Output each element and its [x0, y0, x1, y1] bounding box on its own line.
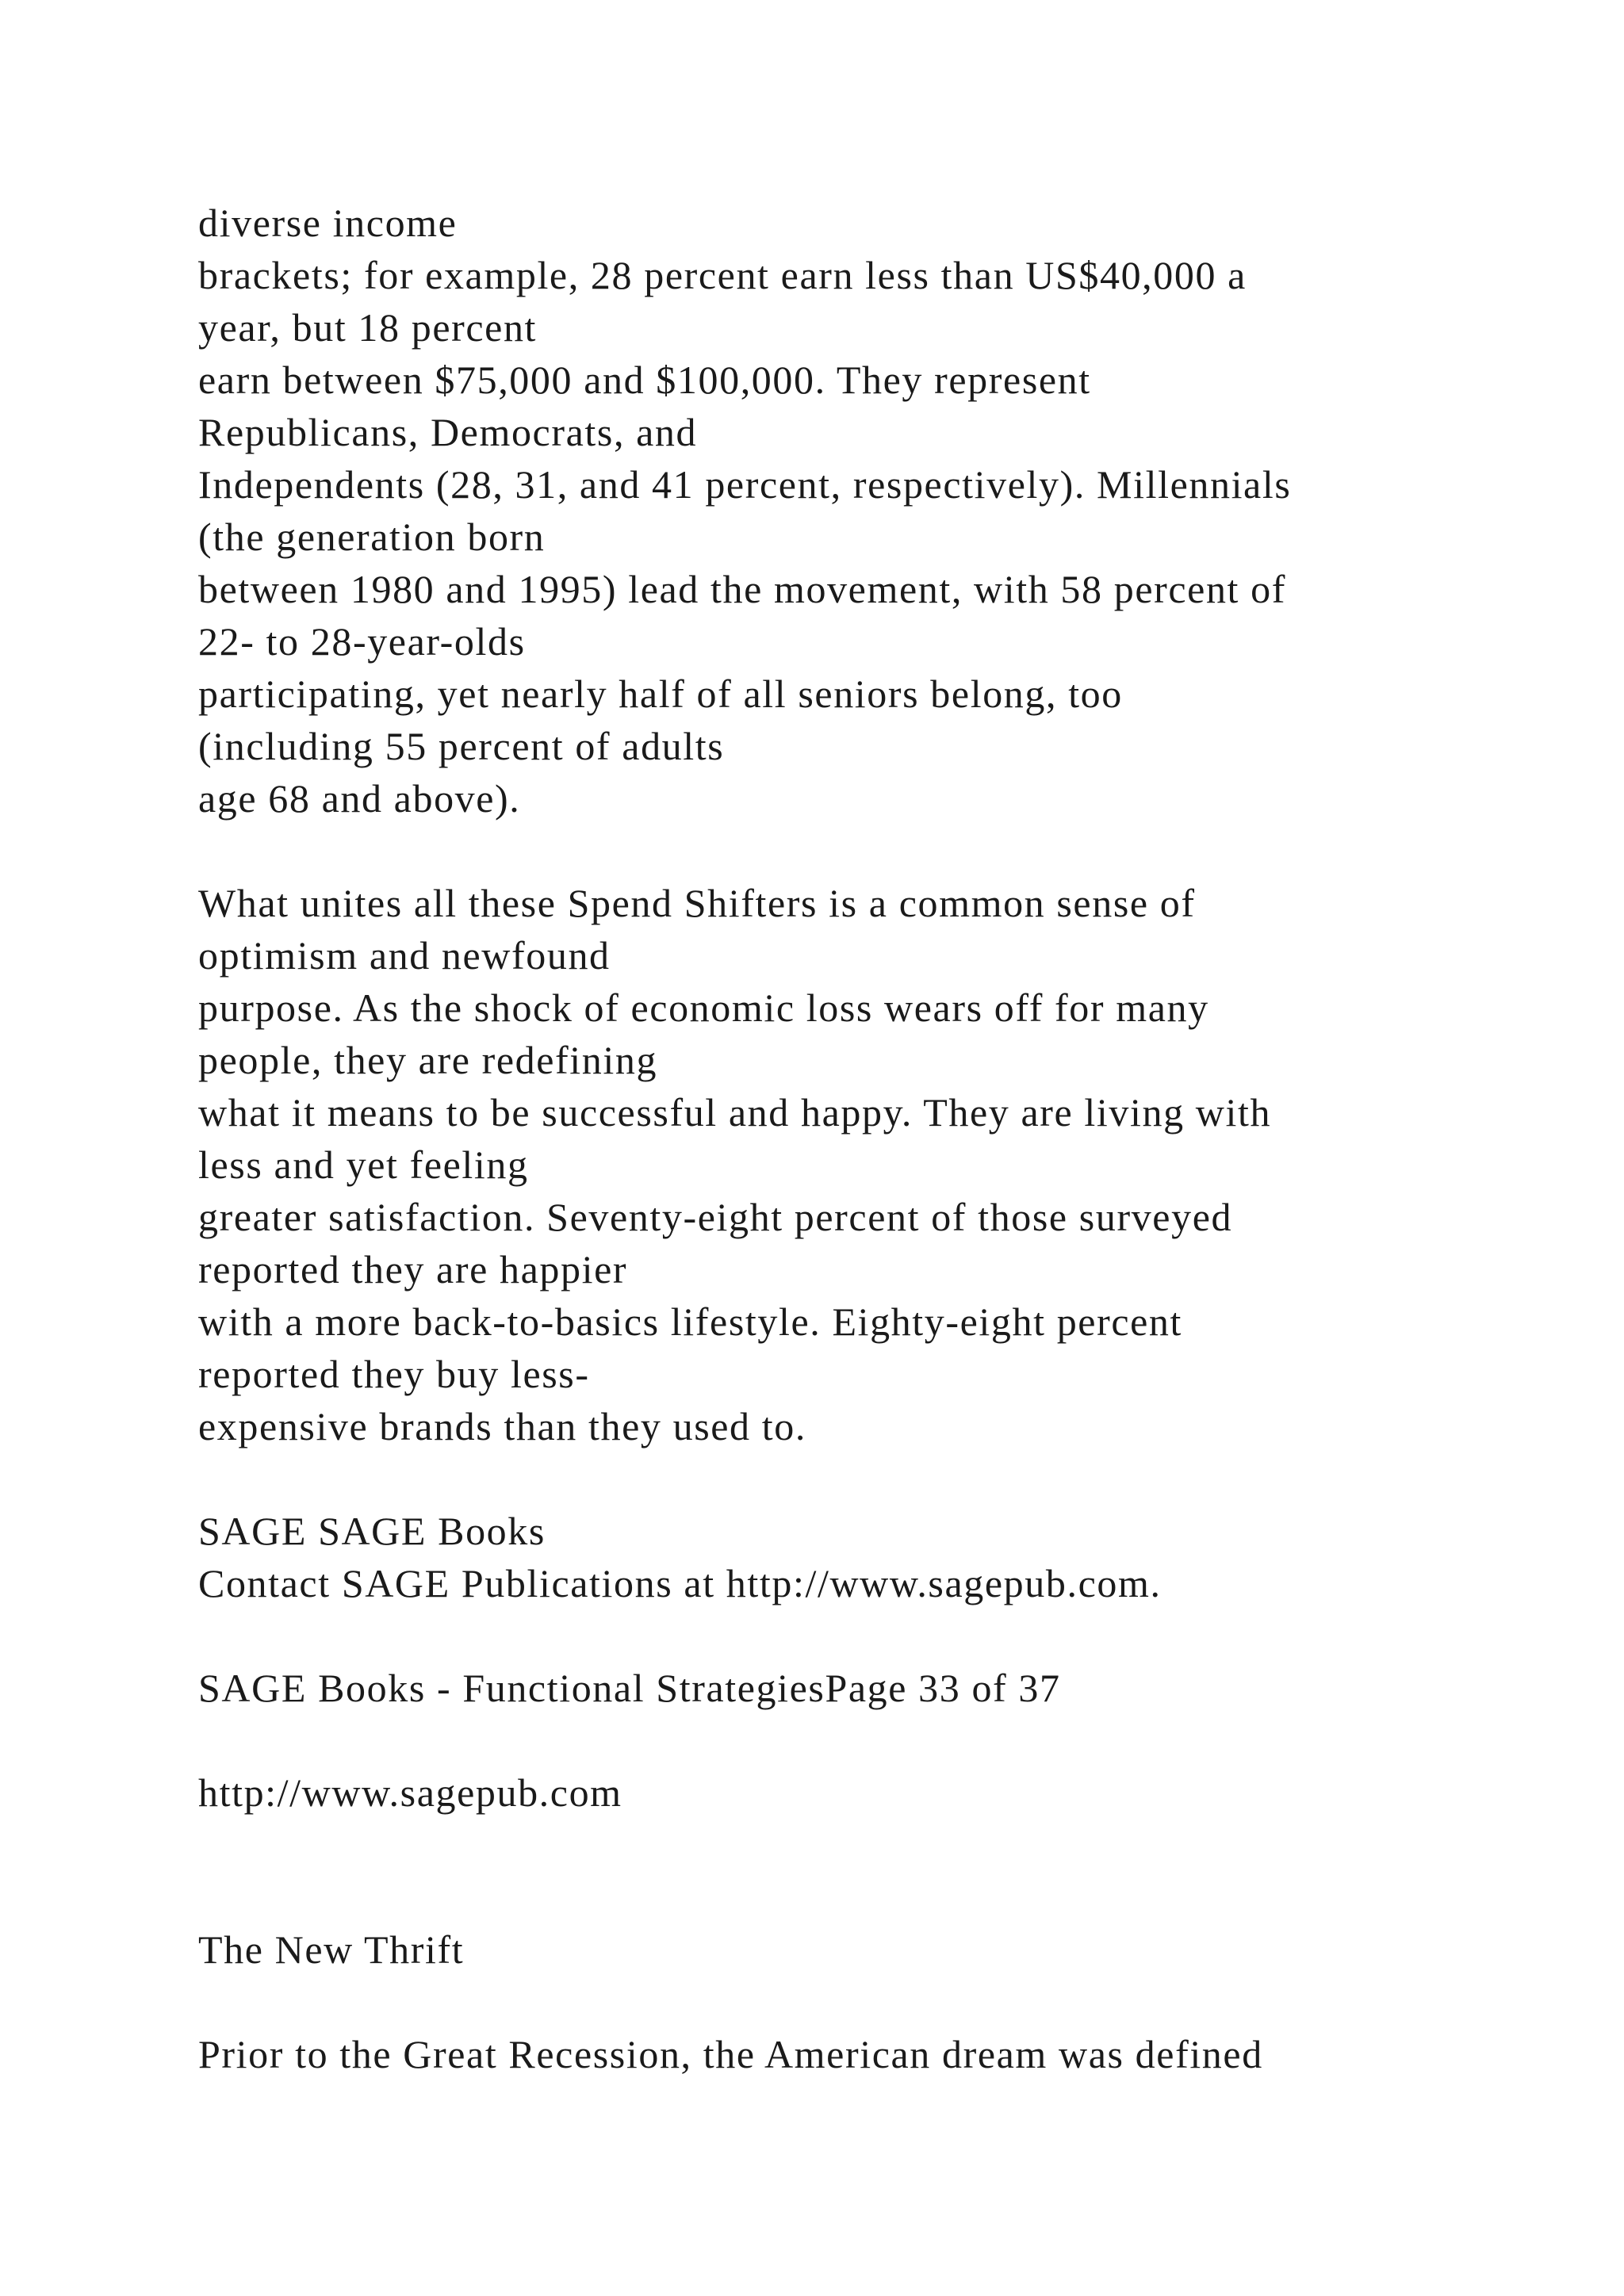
text-line: expensive brands than they used to. [198, 1404, 806, 1448]
publisher-footer [198, 1505, 1594, 1819]
text-line: people, they are redefining [198, 1038, 658, 1082]
paragraph-3 [198, 2028, 1594, 2080]
section-heading: The New Thrift [198, 1927, 465, 1972]
text-line: Prior to the Great Recession, the American dream was defined [198, 2032, 1263, 2076]
document-page [198, 197, 1594, 2080]
text-line: less and yet feeling [198, 1142, 529, 1187]
paragraph-spacer [198, 1714, 1594, 1766]
text-line: reported they are happier [198, 1247, 628, 1292]
publisher-url: http://www.sagepub.com [198, 1770, 622, 1815]
paragraph-1 [198, 197, 1594, 825]
paragraph-spacer [198, 1819, 1594, 1871]
page-info: SAGE Books - Functional StrategiesPage 33 of 37 [198, 1666, 1061, 1710]
text-line: year, but 18 percent [198, 305, 538, 350]
publisher-name: SAGE SAGE Books [198, 1509, 546, 1553]
text-line: between 1980 and 1995) lead the movement, with 58 percent of [198, 567, 1287, 611]
text-line: participating, yet nearly half of all seniors belong, too [198, 672, 1123, 716]
text-line: with a more back-to-basics lifestyle. Eighty-eight percent [198, 1299, 1183, 1344]
paragraph-spacer [198, 1976, 1594, 2028]
text-line: purpose. As the shock of economic loss wears off for many [198, 985, 1209, 1030]
text-line: Independents (28, 31, and 41 percent, respectively). Millennials [198, 462, 1292, 507]
text-line: reported they buy less- [198, 1352, 590, 1396]
text-line: diverse income [198, 201, 458, 245]
paragraph-spacer [198, 825, 1594, 877]
text-line: optimism and newfound [198, 933, 611, 978]
paragraph-spacer [198, 1452, 1594, 1505]
paragraph-spacer [198, 1871, 1594, 1923]
text-line: earn between $75,000 and $100,000. They represent [198, 358, 1091, 402]
text-line: 22- to 28-year-olds [198, 619, 526, 664]
text-line: greater satisfaction. Seventy-eight percent of those surveyed [198, 1195, 1233, 1239]
text-line: brackets; for example, 28 percent earn less than US$40,000 a [198, 253, 1247, 297]
contact-line: Contact SAGE Publications at http://www.sagepub.com. [198, 1561, 1162, 1605]
text-line: (the generation born [198, 515, 546, 559]
text-line: What unites all these Spend Shifters is a common sense of [198, 881, 1196, 925]
text-line: what it means to be successful and happy. They are living with [198, 1090, 1272, 1135]
text-line: Republicans, Democrats, and [198, 410, 698, 454]
text-line: (including 55 percent of adults [198, 724, 725, 768]
paragraph-spacer [198, 1609, 1594, 1662]
text-line: age 68 and above). [198, 776, 521, 821]
paragraph-2 [198, 877, 1594, 1452]
